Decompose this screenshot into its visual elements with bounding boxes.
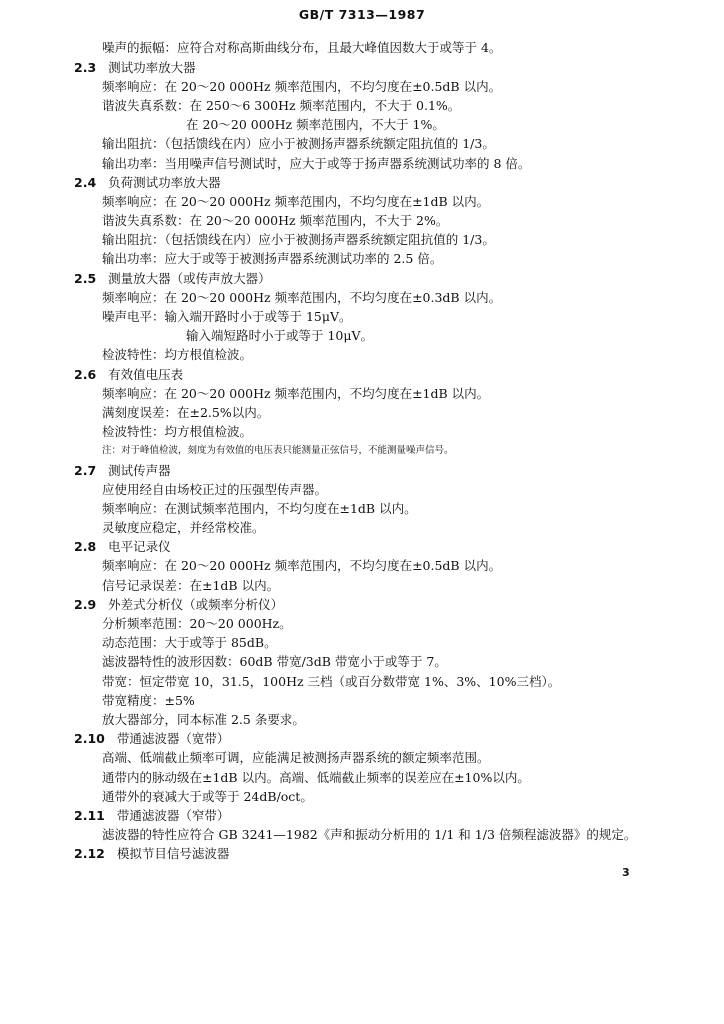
section-title: 有效值电压表 <box>108 366 184 382</box>
page-number: 3 <box>622 866 630 880</box>
section-title: 模拟节目信号滤波器 <box>116 846 230 862</box>
section-title: 测试功率放大器 <box>108 59 196 75</box>
section-title: 测量放大器（或传声放大器） <box>108 270 271 286</box>
section-note: 注：对于峰值检波，刻度为有效值的电压表只能测量正弦信号，不能测量噪声信号。 <box>102 445 454 457</box>
section-number: 2.7 <box>74 462 97 478</box>
section-heading-2-9 <box>0 595 724 614</box>
section-line: 频率响应：在 20～20 000Hz 频率范围内，不均匀度在±0.5dB 以内。 <box>102 558 502 574</box>
section-line: 通带外的衰减大于或等于 24dB/oct。 <box>102 788 313 804</box>
section-line: 滤波器特性的波形因数：60dB 带宽/3dB 带宽小于或等于 7。 <box>102 654 447 670</box>
section-line: 带宽：恒定带宽 10，31.5，100Hz 三档（或百分数带宽 1%、3%、10%三档）。 <box>102 673 561 689</box>
section-title: 测试传声器 <box>108 462 171 478</box>
page-body <box>0 38 724 882</box>
section-line: 输出阻抗：（包括馈线在内）应小于被测扬声器系统额定阻抗值的 1/3。 <box>102 232 495 248</box>
section-number: 2.8 <box>74 539 97 555</box>
section-line: 谐波失真系数：在 20～20 000Hz 频率范围内，不大于 2%。 <box>102 213 449 229</box>
section-line: 分析频率范围：20～20 000Hz。 <box>102 616 292 632</box>
section-line: 谐波失真系数：在 250～6 300Hz 频率范围内，不大于 0.1%。 <box>102 97 461 113</box>
section-title: 外差式分析仪（或频率分析仪） <box>108 596 284 612</box>
section-line: 灵敏度应稳定，并经常校准。 <box>102 520 265 536</box>
section-line: 输出功率：应大于或等于被测扬声器系统测试功率的 2.5 倍。 <box>102 251 443 267</box>
section-line: 检波特性：均方根值检波。 <box>102 347 253 363</box>
section-title: 电平记录仪 <box>108 539 171 555</box>
section-line: 输出功率：当用噪声信号测试时，应大于或等于扬声器系统测试功率的 8 倍。 <box>102 155 531 171</box>
section-heading-2-11 <box>0 806 724 825</box>
section-heading-2-12 <box>0 844 724 863</box>
section-line: 放大器部分，同本标准 2.5 条要求。 <box>102 711 305 727</box>
section-heading-2-8 <box>0 537 724 556</box>
section-line: 滤波器的特性应符合 GB 3241—1982《声和振动分析用的 1/1 和 1/3 倍频程滤波器》的规定。 <box>102 827 637 843</box>
section-title: 负荷测试功率放大器 <box>108 174 221 190</box>
section-line: 频率响应：在 20～20 000Hz 频率范围内，不均匀度在±0.5dB 以内。 <box>102 78 502 94</box>
section-number: 2.5 <box>74 270 97 286</box>
section-heading-2-5 <box>0 269 724 288</box>
section-line: 动态范围：大于或等于 85dB。 <box>102 635 277 651</box>
section-number: 2.4 <box>74 174 97 190</box>
section-line: 带宽精度：±5% <box>102 692 195 708</box>
section-line: 通带内的脉动级在±1dB 以内。高端、低端截止频率的误差应在±10%以内。 <box>102 769 530 785</box>
section-line: 频率响应：在测试频率范围内，不均匀度在±1dB 以内。 <box>102 500 417 516</box>
section-line-continued: 在 20～20 000Hz 频率范围内，不大于 1%。 <box>186 117 445 133</box>
section-line: 高端、低端截止频率可调，应能满足被测扬声器系统的额定频率范围。 <box>102 750 490 766</box>
section-line-continued: 输入端短路时小于或等于 10μV。 <box>186 328 374 344</box>
section-line: 频率响应：在 20～20 000Hz 频率范围内，不均匀度在±1dB 以内。 <box>102 193 490 209</box>
section-number: 2.12 <box>74 846 105 862</box>
section-number: 2.9 <box>74 596 97 612</box>
section-title: 带通滤波器（宽带） <box>116 731 230 747</box>
section-line: 检波特性：均方根值检波。 <box>102 424 253 440</box>
section-line: 应使用经自由场校正过的压强型传声器。 <box>102 481 328 497</box>
section-title: 带通滤波器（窄带） <box>116 807 230 823</box>
section-number: 2.10 <box>74 731 105 747</box>
intro-paragraph: 噪声的振幅：应符合对称高斯曲线分布，且最大峰值因数大于或等于 4。 <box>102 40 502 56</box>
page-header-standard-code: GB/T 7313—1987 <box>298 7 426 22</box>
section-heading-2-10 <box>0 729 724 748</box>
section-heading-2-7 <box>0 461 724 480</box>
section-number: 2.6 <box>74 366 97 382</box>
section-heading-2-3 <box>0 58 724 77</box>
section-line: 噪声电平：输入端开路时小于或等于 15μV。 <box>102 309 352 325</box>
section-line: 频率响应：在 20～20 000Hz 频率范围内，不均匀度在±1dB 以内。 <box>102 385 490 401</box>
section-heading-2-6 <box>0 365 724 384</box>
section-line: 输出阻抗：（包括馈线在内）应小于被测扬声器系统额定阻抗值的 1/3。 <box>102 136 495 152</box>
section-number: 2.11 <box>74 807 105 823</box>
section-line: 满刻度误差：在±2.5%以内。 <box>102 404 270 420</box>
section-line: 信号记录误差：在±1dB 以内。 <box>102 577 280 593</box>
section-number: 2.3 <box>74 59 97 75</box>
section-line: 频率响应：在 20～20 000Hz 频率范围内，不均匀度在±0.3dB 以内。 <box>102 289 502 305</box>
section-heading-2-4 <box>0 173 724 192</box>
